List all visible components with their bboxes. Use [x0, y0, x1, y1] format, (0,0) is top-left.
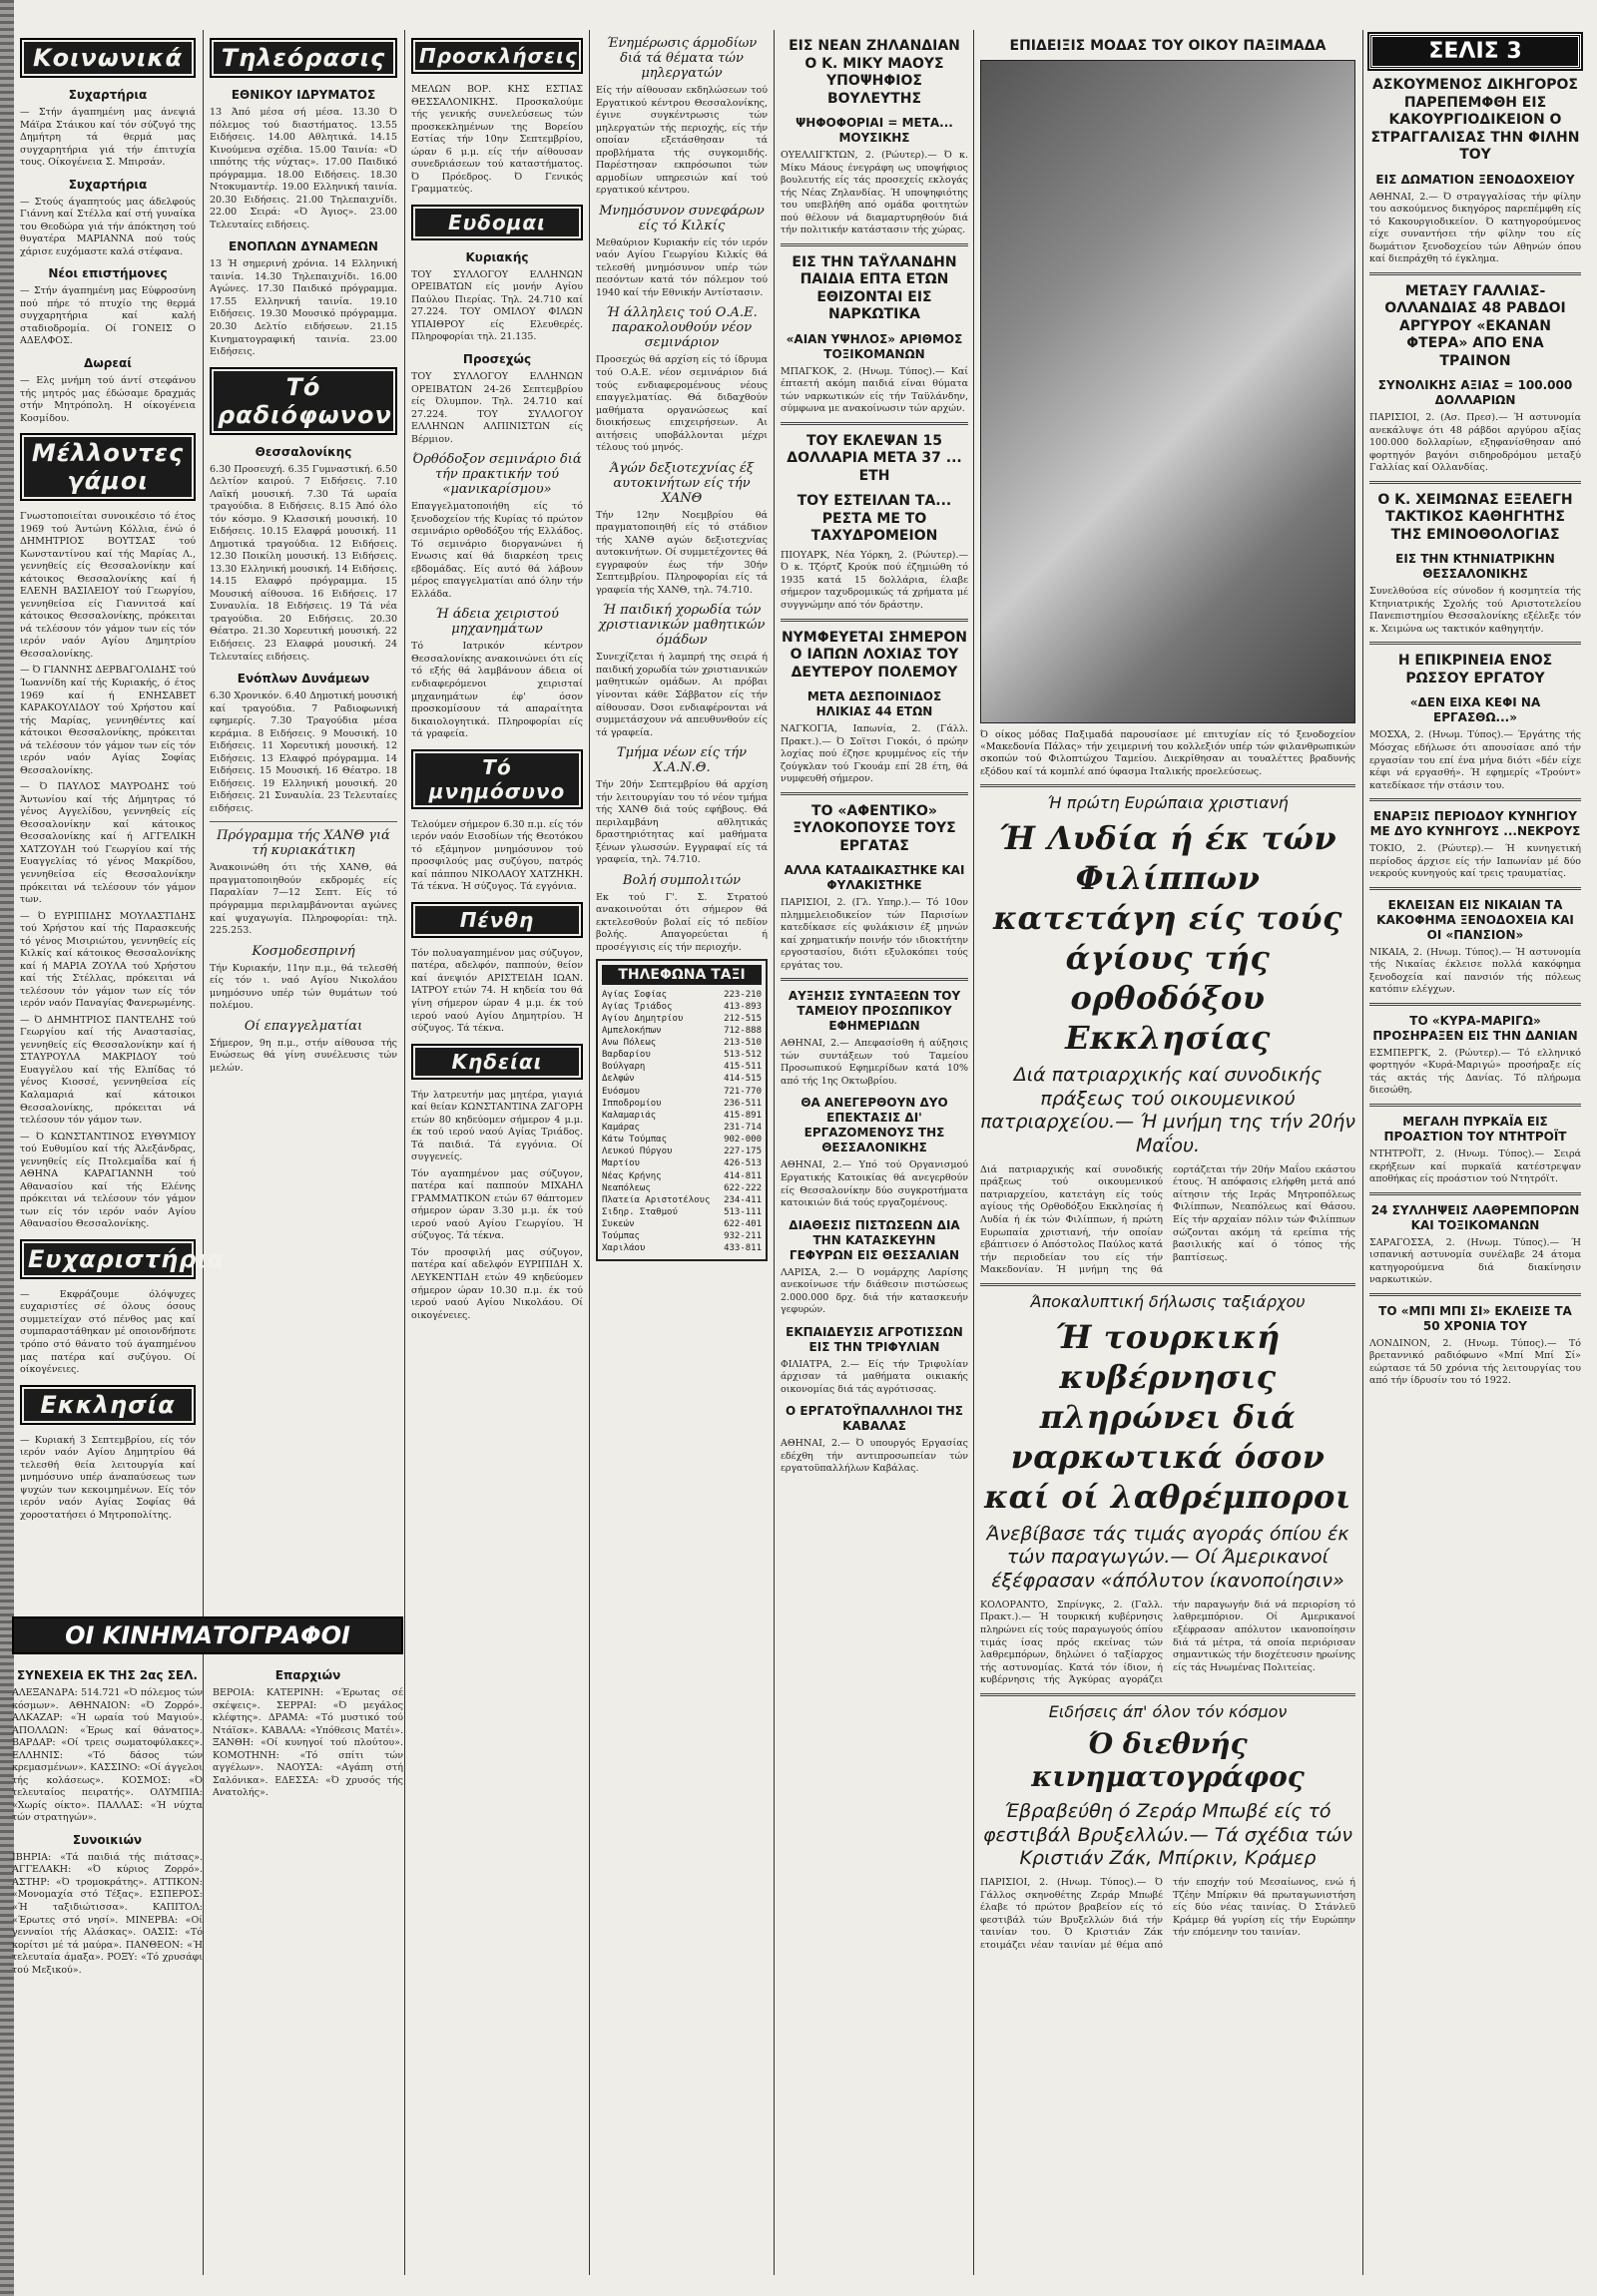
taxi-phone-row — [602, 1025, 762, 1037]
funeral-text: Τόν προσφιλή μας σύζυγον, πατέρα καί αδελφόν ΕΥΡΙΠΙΔΗ Χ. ΛΕΥΚΕΝΤΙΔΗ ετών 49 κηδεύομεν σήμερον ώραν 10.30 π.μ. έκ τού ιερού ναού Αγίου Νικολάου. Οί οικογένειες. — [411, 1246, 583, 1321]
taxi-phone-number: 426-513 — [724, 1158, 762, 1169]
taxi-phone-number: 414-811 — [724, 1170, 762, 1181]
invitations-banner: Προσκλήσεις — [411, 38, 583, 74]
wedding-notice: — Ό ΠΑΥΛΟΣ ΜΑΥΡΟΔΗΣ τού Άντωνίου καί τής Δήμητρας τό γένος Αγγελίδου, γεννηθείς είς Θεσσαλονίκην καί κάτοικος Θεσσαλονίκης καί ή ΑΓΓΕΛΙΚΗ ΧΑΤΖΟΥΔΗ τού Γεωργίου καί τής Ευαγγελίας τό γένος Μακρίδου, γεννηθείσα είς Θεσσαλονίκην πρόκειται νά τελέσουν τόν γάμον των. — [20, 781, 196, 906]
wire-text: ΦΙΛΙΑΤΡΑ, 2.— Είς τήν Τριφυλίαν άρχισαν τά μαθήματα οικιακής οικονομίας διά τάς αγρότισσας. — [781, 1358, 968, 1395]
seminar-text: Επαγγελματοποιήθη είς τό ξενοδοχείον τής Κυρίας τό πρώτον σεμινάριο ορθοδόξου τής Ελλάδος. Τό σεμινάριο διοργανώνει ή Ενωσις καί θά διαρκέση τρεις εβδομάδας. Είς αυτό θά λάβουν μέρος επαγγελματίαι από όλην τήν Ελλάδα. — [411, 501, 583, 600]
feature-column — [980, 30, 1355, 2265]
taxi-phone-number: 622-401 — [724, 1219, 762, 1230]
taxi-phone-row — [602, 1218, 762, 1230]
news-headline: Άγών δεξιοτεχνίας έξ αυτοκινήτων είς τήν ΧΑΝΘ — [609, 460, 755, 506]
taxi-phone-number: 223-210 — [724, 989, 762, 1000]
announcements-subhead: Προσεχώς — [462, 351, 532, 366]
news-headline: Βολή συμπολιτών — [622, 872, 742, 888]
separator — [781, 422, 968, 425]
taxi-stand-name: Μαρτίου — [602, 1158, 640, 1169]
separator — [1369, 1293, 1581, 1296]
taxi-phone-number: 227-175 — [724, 1147, 762, 1157]
world-headline: ΤΟ «ΜΠΙ ΜΠΙ ΣΙ» ΕΚΛΕΙΣΕ ΤΑ 50 ΧΡΟΝΙΑ ΤΟΥ — [1378, 1303, 1572, 1333]
news-text: Τήν 12ην Νοεμβρίου θά πραγματοποιηθή είς τό στάδιον τής ΧΑΝΘ αγών δεξιοτεχνίας αυτοκινήτων. Οί συμμετέχοντες θά εγγραφούν έως τήν 30ήν Σεπτεμβρίου. Πληροφορίαι είς τά γραφεία τής ΧΑΝΘ, τηλ. 74.710. — [596, 509, 768, 596]
separator — [1369, 642, 1581, 645]
taxi-stand-name: Ανω Πόλεως — [602, 1038, 657, 1049]
section-text: — Ελς μνήμη τού άντί στεφάνου τής μητρός μας έδώσαμε δραχμάς στήν Μητρόπολη. Η οίκογένεια Κοσμίδου. — [20, 374, 196, 424]
funeral-text: Τήν λατρευτήν μας μητέρα, γιαγιά καί θείαν ΚΩΝΣΤΑΝΤΙΝΑ ΖΑΓΟΡΗ ετών 80 κηδεύομεν σήμερον 4 μ.μ. έκ τού ιερού ναού Αγίας Τριάδος. Τά παιδιά. Τά εγγόνια. Οί συγγενείς. — [411, 1089, 583, 1163]
taxi-phone-row — [602, 1061, 762, 1073]
radio-banner: Τό ραδιόφωνον — [210, 367, 397, 435]
news-text: Συνεχίζεται ή λαμπρή της σειρά ή παιδική χορωδία τών χριστιανικών μαθητικών ομάδων. Αι πρόβαι γίνονται κάθε Σάββατον είς τήν αίθουσαν. Όσοι ενδιαφέρονται νά συμμετάσχουν νά απευθυνθούν είς τά γραφεία. — [596, 652, 768, 738]
world-headline: ΕΝΑΡΞΙΣ ΠΕΡΙΟΔΟΥ ΚΥΝΗΓΙΟΥ ΜΕ ΔΥΟ ΚΥΝΗΓΟΥΣ ...ΝΕΚΡΟΥΣ — [1369, 809, 1581, 839]
taxi-phone-row — [602, 1098, 762, 1110]
section-title: Δωρεαί — [84, 355, 132, 370]
taxi-phone-number: 415-891 — [724, 1110, 762, 1121]
taxi-stand-name: Καλαμαριάς — [602, 1110, 657, 1121]
news-headline: Ή άλληλεις τού Ο.Α.Ε. παρακολουθούν νέον σεμινάριον — [606, 305, 758, 351]
taxi-phone-row — [602, 1134, 762, 1146]
taxi-phone-number: 721-770 — [724, 1086, 762, 1097]
separator — [781, 619, 968, 622]
taxi-phone-number: 622-222 — [724, 1182, 762, 1193]
turkey-text: ΚΟΛΟΡΑΝΤΟ, Σπρίνγκς, 2. (Γαλλ. Πρακτ.).— Ή τουρκική κυβέρνησις πληρώνει είς τούς παραγωγούς όπίου τιμάς ίσας πρός εκείνας τών λαθρεμπόρων, δηλώνει ό ταξίαρχος τής αστυνομίας. Κατά τόν ίδιον, ή κυβέρνησις τής Άγκύρας αγοράζει τήν παραγωγήν διά νά περιορίση τό λαθρεμπόριον. Οί Αμερικανοί εξέφρασαν απόλυτον ικανοποίησιν διά τά μέτρα, τά οποία περιόρισαν σημαντικώς τήν διοχέτευσιν ηρωίνης είς τάς Ηνωμένας Πολιτείας. — [980, 1599, 1355, 1686]
taxi-phone-row — [602, 1170, 762, 1182]
world-text: ΛΟΝΔΙΝΟΝ, 2. (Ηνωμ. Τύπος).— Τό βρεταννικό ραδιόφωνο «Μπί Μπί Σί» εώρτασε τά 50 χρόνια τής λειτουργίας του από τήν ίδρυσίν του τό 1922. — [1369, 1337, 1581, 1387]
taxi-phone-number: 212-515 — [724, 1013, 762, 1024]
wire-text: ΟΥΕΛΛΙΓΚΤΩΝ, 2. (Ρώυτερ).— Ό κ. Μίκυ Μάους ένεγράφη ως υποψήφιος βουλευτής είς τάς προσεχείς εκλογάς τής Νέας Ζηλανδίας. Ή υποψηφιότης του υπεβλήθη από ομάδα φοιτητών πού θέλουν νά διαμαρτυρηθούν διά τήν πολιτικήν κατάστασιν τής χώρας. — [781, 150, 968, 236]
fashion-photo — [980, 60, 1355, 723]
wire-subhead: ΑΛΛΑ ΚΑΤΑΔΙΚΑΣΤΗΚΕ ΚΑΙ ΦΥΛΑΚΙΣΤΗΚΕ — [784, 863, 965, 893]
wire-headline: ΕΙΣ ΝΕΑΝ ΖΗΛΑΝΔΙΑΝ Ο Κ. ΜΙΚΥ ΜΑΟΥΣ ΥΠΟΨΗΦΙΟΣ ΒΟΥΛΕΥΤΗΣ — [789, 38, 960, 107]
taxi-phone-number: 213-510 — [724, 1038, 762, 1049]
mourning-text: Τόν πολυαγαπημένον μας σύζυγον, πατέρα, αδελφόν, παππούν, θείον καί άνεψιόν ΑΡΙΣΤΕΙΔΗ ΙΩΑΝ. ΙΑΤΡΟΥ ετών 74. Η κηδεία του θά γίνη σήμερον ώραν 4 μ.μ. έκ τού ιερού ναού Αγίου Δημητρίου. Ή σύζυγος. Τά τέκνα. — [411, 947, 583, 1035]
cinema-section — [12, 1616, 403, 1981]
turkey-deck: Άνεβίβασε τάς τιμάς αγοράς όπίου έκ τών παραγωγών.— Οί Άμερικανοί έξέφρασαν «άπόλυτον ίκανοποίησιν» — [986, 1522, 1349, 1593]
cinema-listing: ΒΕΡΟΙΑ: ΚΑΤΕΡΙΝΗ: «Έρωτας σέ σκέψεις». ΣΕΡΡΑΙ: «Ό μεγάλος κλέφτης». ΔΡΑΜΑ: «Τό μυστικό τού Ντάϊσκ». ΚΑΒΑΛΑ: «Υπόθεσις Ματέι». ΞΑΝΘΗ: «Οί κυνηγοί τού πλούτου». ΚΟΜΟΤΗΝΗ: «Τό σπίτι τών αγγέλων». ΝΑΟΥΣΑ: «Αγάπη στή Σαλόνικα». ΕΔΕΣΣΑ: «Ό χρυσός τής Ανατολής». — [213, 1687, 403, 1799]
social-banner: Κοινωνικά — [20, 38, 196, 78]
taxi-stand-name: Δελφών — [602, 1074, 635, 1085]
xanth-text: Άνακοινώθη ότι τής ΧΑΝΘ, θά πραγματοποιηθούν εκδρομές είς Παραλίαν 7—12 Σεπτ. Είς τό πρόγραμμα περιλαμβάνονται αγώνες καί ψυχαγωγία. Πληροφορίαι: τηλ. 225.253. — [210, 862, 397, 937]
taxi-stand-name: Αγίου Δημητρίου — [602, 1013, 684, 1024]
taxi-phone-number: 932-211 — [724, 1231, 762, 1242]
wire-text: ΜΠΑΓΚΟΚ, 2. (Ηνωμ. Τύπος).— Καί έπταετή ακόμη παιδιά είναι θύματα τών ναρκωτικών είς τήν Ταϋλάνδην, σύμφωνα με ανακοίνωσιν τών αρχών. — [781, 365, 968, 415]
news-text: Εκ τού Γ'. Σ. Στρατού ανακοινούται ότι σήμερον θά εκτελεσθούν βολαί είς τό πεδίον βολής. Απαγορεύεται ή προσέγγισις είς τήν περιοχήν. — [596, 891, 768, 953]
funeral-text: Τόν αγαπημένον μας σύζυγον, πατέρα καί παππούν ΜΙΧΑΗΛ ΓΡΑΜΜΑΤΙΚΟΝ ετών 67 θάπτομεν σήμερον ώραν 3.30 μ.μ. έκ τού ιερού ναού Αγίου Γεωργίου. Ή σύζυγος. Τά τέκνα. — [411, 1167, 583, 1242]
taxi-phone-number: 712-888 — [724, 1025, 762, 1036]
taxi-phone-row — [602, 1049, 762, 1061]
taxi-phone-row — [602, 1037, 762, 1049]
taxi-phone-number: 236-511 — [724, 1098, 762, 1109]
column-rule — [973, 30, 974, 2275]
wire-text: ΠΑΡΙΣΙΟΙ, 2. (Γλ. Υπηρ.).— Τό 10ον πλημμελειοδικείον τών Παρισίων κατεδίκασε είς φυλάκισιν έξ μηνών καί χρηματικήν ποινήν τόν ιδιοκτήτην εργοστασίου, διότι εξυλοκόπει τούς εργάτας του. — [781, 897, 968, 971]
section-title: Συχαρτήρια — [68, 88, 148, 102]
taxi-phones-box — [596, 959, 768, 1261]
taxi-phone-row — [602, 1073, 762, 1085]
taxi-phone-row — [602, 1001, 762, 1013]
separator — [1369, 272, 1581, 275]
taxi-stand-name: Αγίας Σοφίας — [602, 989, 668, 1000]
radio-schedule: 6.30 Προσευχή. 6.35 Γυμναστική. 6.50 Δελτίον καιρού. 7 Ειδήσεις. 7.10 Λαϊκή μουσική. 7.30 Τά ωραία τραγούδια. 8 Ειδήσεις. 8.15 Άπό όλο τόν κόσμο. 9 Κλασσική μουσική. 10 Ειδήσεις. 10.15 Ελαφρά μουσική. 11 Δημοτικά τραγούδια. 12 Ειδήσεις. 12.30 Ποικίλη μουσική. 13 Ειδήσεις. 13.30 Ελληνική μουσική. 14 Ειδήσεις. 14.15 Ελαφρό πρόγραμμα. 15 Μουσική αίθουσα. 16 Ειδήσεις. 17 Συναυλία. 18 Ειδήσεις. 19 Τά νέα τραγούδια. 20 Ειδήσεις. 20.30 Θέατρο. 21.30 Χορευτική μουσική. 22 Ειδήσεις. 23 Ελαφρά μουσική. 24 Τελευταίες ειδήσεις. — [210, 463, 397, 663]
column-rule — [1362, 30, 1363, 2275]
separator — [980, 1693, 1355, 1696]
taxi-stand-name: Τούμπας — [602, 1231, 640, 1242]
taxi-phone-row — [602, 1194, 762, 1206]
world-subhead: ΕΙΣ ΔΩΜΑΤΙΟΝ ΞΕΝΟΔΟΧΕΙΟΥ — [1375, 172, 1575, 187]
world-text: ΝΙΚΑΙΑ, 2. (Ηνωμ. Τύπος).— Ή αστυνομία τής Νικαίας έκλεισε πολλά κακόφημα ξενοδοχεία καί πανσιόν τής πόλεως κατόπιν ελέγχων. — [1369, 946, 1581, 996]
cinema-banner: ΟΙ ΚΙΝΗΜΑΤΟΓΡΑΦΟΙ — [12, 1616, 403, 1654]
wire-headline: Ο ΕΡΓΑΤΟΫΠΑΛΛΗΛΟΙ ΤΗΣ ΚΑΒΑΛΑΣ — [786, 1404, 963, 1434]
taxi-stand-name: Αμπελοκήπων — [602, 1025, 662, 1036]
separator — [1369, 481, 1581, 484]
world-text: ΣΑΡΑΓΟΣΣΑ, 2. (Ηνωμ. Τύπος).— Ή ισπανική αστυνομία συνέλαβε 24 άτομα κατηγορούμενα διά διακίνησιν ναρκωτικών. — [1369, 1236, 1581, 1286]
wedding-notice: — Ό ΚΩΝΣΤΑΝΤΙΝΟΣ ΕΥΘΥΜΙΟΥ τού Ευθυμίου καί τής Άλεξάνδρας, γεννηθείς είς Πτολεμαΐδα καί ή ΑΘΗΝΑ ΚΑΡΑΓΙΑΝΝΗ τού Αθανασίου καί τής Ελένης πρόκειται νά τελέσουν τόν γάμον των είς τόν ιερόν ναόν Αγίου Αθανασίου Θεσσαλονίκης. — [20, 1131, 196, 1230]
cinema-subhead: ΣΥΝΕΧΕΙΑ ΕΚ ΤΗΣ 2ας ΣΕΛ. — [17, 1668, 198, 1682]
taxi-stand-name: Βούλγαρη — [602, 1062, 646, 1073]
tv-schedule: 13 Ή σημερινή χρόνια. 14 Ελληνική ταινία. 14.30 Τηλεπαιχνίδι. 16.00 Αγώνες. 17.30 Παιδικό πρόγραμμα. 17.55 Ελληνική ταινία. 19.10 Ειδήσεις. 19.30 Μουσικό πρόγραμμα. 20.30 Δελτίο ειδήσεων. 21.15 Κινηματογραφική ταινία. 23.00 Ειδήσεις. — [210, 258, 397, 358]
separator — [1369, 887, 1581, 890]
section-text: — Στούς άγαπητούς μας άδελφούς Γιάννη καί Στέλλα καί στή γυναίκα του Θεοδώρα γιά τήν άπόκτηση τού θυγατέρα ΜΑΡΙΑΝΝΑ πού τούς χάρισε ευχόμαστε καλά στέφανα. — [20, 196, 196, 257]
cinema-listing: ΙΒΗΡΙΑ: «Τά παιδιά τής πιάτσας». ΑΓΓΕΛΑΚΗ: «Ό κύριος Ζορρό». ΑΣΤΗΡ: «Ό τρομοκράτης». ΑΤΤΙΚΟΝ: «Μονομαχία στό Τέξας». ΕΣΠΕΡΟΣ: «Ή ταξιδιώτισσα». ΚΑΠΙΤΟΛ: «Έρωτες στό νησί». ΜΙΝΕΡΒΑ: «Οί γενναίοι τής Αλάσκας». ΟΑΣΙΣ: «Τό κορίτσι μέ τά μαύρα». ΠΑΝΘΕΟΝ: «Ή τελευταία άμαξα». ΡΟΞΥ: «Τό χρυσάφι τού Μεξικού». — [12, 1851, 203, 1976]
cinema-provinces — [213, 1660, 403, 1981]
world-headline: Ο Κ. ΧΕΙΜΩΝΑΣ ΕΞΕΛΕΓΗ ΤΑΚΤΙΚΟΣ ΚΑΘΗΓΗΤΗΣ ΤΗΣ ΕΜΙΝΟΘΟΛΟΓΙΑΣ — [1377, 491, 1573, 543]
festival-headline: Ό διεθνής κινηματογράφος — [1031, 1726, 1305, 1794]
memorial-text: Τελούμεν σήμερον 6.30 π.μ. είς τόν ιερόν ναόν Εισοδίων τής Θεοτόκου τό εξάμηνον μνημόσυνον τού προσφιλούς μας συζύγου, πατρός καί πάππου ΝΙΚΟΛΑΟΥ ΧΑΤΖΗΚΗ. Τά τέκνα. Ή σύζυγος. Τά εγγόνια. — [411, 818, 583, 893]
world-headline: ΑΣΚΟΥΜΕΝΟΣ ΔΙΚΗΓΟΡΟΣ ΠΑΡΕΠΕΜΦΘΗ ΕΙΣ ΚΑΚΟΥΡΓΙΟΔΙΚΕΙΟΝ Ο ΣΤΡΑΓΓΑΛΙΣΑΣ ΤΗΝ ΦΙΛΗΝ ΤΟΥ — [1370, 77, 1580, 163]
tv-banner: Τηλεόρασις — [210, 38, 397, 78]
taxi-phones-title: ΤΗΛΕΦΩΝΑ ΤΑΞΙ — [602, 965, 762, 985]
taxi-stand-name: Αγίας Τριάδος — [602, 1001, 673, 1012]
cinema-grid — [12, 1660, 403, 1981]
turkey-headline: Ή τουρκική κυβέρνησις πληρώνει διά ναρκωτικά όσον καί οί λαθρέμποροι — [984, 1317, 1351, 1516]
world-headline: ΜΕΓΑΛΗ ΠΥΡΚΑΪΑ ΕΙΣ ΠΡΟΑΣΤΙΟΝ ΤΟΥ ΝΤΗΤΡΟΪΤ — [1383, 1114, 1567, 1144]
radio-schedule: 6.30 Χρονικόν. 6.40 Δημοτική μουσική καί τραγούδια. 7 Ραδιοφωνική εφημερίς. 7.30 Τραγούδια μέσα κεράμια. 8 Ειδήσεις. 9 Μουσική. 10 Ειδήσεις. 11 Χορευτική μουσική. 12 Ειδήσεις. 13 Ελαφρό πρόγραμμα. 14 Ειδήσεις. 15 Μουσική. 16 Θέατρο. 18 Ειδήσεις. 19 Ελληνική μουσική. 20 Ειδήσεις. 21 Συναυλία. 23 Τελευταίες ειδήσεις. — [210, 690, 397, 814]
world-headline: 24 ΣΥΛΛΗΨΕΙΣ ΛΑΘΡΕΜΠΟΡΩΝ ΚΑΙ ΤΟΞΙΚΟΜΑΝΩΝ — [1370, 1202, 1580, 1232]
separator — [1369, 1192, 1581, 1195]
kosmos-headline: Κοσμοδεσπρινή — [252, 943, 355, 959]
wire-subhead: «ΑΙΑΝ ΥΨΗΛΟΣ» ΑΡΙΘΜΟΣ ΤΟΞΙΚΟΜΑΝΩΝ — [786, 331, 963, 361]
taxi-phone-row — [602, 1242, 762, 1254]
wire-headline: ΤΟ «ΑΦΕΝΤΙΚΟ» ΞΥΛΟΚΟΠΟΥΣΕ ΤΟΥΣ ΕΡΓΑΤΑΣ — [793, 802, 956, 854]
invitations-text: ΜΕΛΩΝ ΒΟΡ. ΚΗΣ ΕΣΤΙΑΣ ΘΕΣΣΑΛΟΝΙΚΗΣ. Προσκαλούμε τής γενικής συνελεύσεως τών προσκεκλημένων της Βορείου Εστίας τήν 10ην Σεπτεμβρίου, ώραν 6 μ.μ. είς τήν αίθουσαν συνεδριάσεων τού καταστήματος. Ό Πρόεδρος. Ό Γενικός Γραμματεύς. — [411, 84, 583, 196]
world-text: ΜΟΣΧΑ, 2. (Ηνωμ. Τύπος).— Έργάτης τής Μόσχας εδήλωσε ότι απουσίασε από τήν εργασίαν του επί ένα μήνα διότι «δέν είχε κέφι νά εργασθή». Ή εφημερίς «Τρούντ» κατεδίκασε τήν στάσιν του. — [1369, 729, 1581, 791]
fashion-photo-area — [980, 60, 1355, 723]
taxi-phone-number: 413-893 — [724, 1001, 762, 1012]
wire-headline: ΔΙΑΘΕΣΙΣ ΠΙΣΤΩΣΕΩΝ ΔΙΑ ΤΗΝ ΚΑΤΑΣΚΕΥΗΝ ΓΕΦΥΡΩΝ ΕΙΣ ΘΕΣΣΑΛΙΑΝ — [789, 1217, 960, 1262]
taxi-stand-name: Σιδηρ. Σταθμού — [602, 1207, 678, 1218]
seminar-headline: Όρθόδοξον σεμινάριο διά τήν πρακτικήν τού «μανικαρίσμου» — [412, 452, 582, 498]
xanth-headline: Πρόγραμμα τής ΧΑΝΘ γιά τή κυριακάτικη — [217, 828, 390, 859]
foreign-news-column — [1369, 30, 1581, 2265]
cinema-first-run — [12, 1660, 203, 1981]
wire-text: ΑΘΗΝΑΙ, 2.— Ό υπουργός Εργασίας εδέχθη τήν αντιπροσωπείαν τών εργατοϋπαλλήλων Καβάλας. — [781, 1438, 968, 1475]
wire-headline: ΤΟΥ ΕΚΛΕΨΑΝ 15 ΔΟΛΛΑΡΙΑ ΜΕΤΑ 37 ... ΕΤΗ — [787, 432, 962, 484]
lydia-text: Διά πατριαρχικής καί συνοδικής πράξεως τού οικουμενικού πατριαρχείου, κατετάγη είς τούς αγίους τής Ορθοδόξου Εκκλησίας ή Λυδία ή έκ τών Φιλίππων, ή πρώτη Ευρωπαία χριστιανή, τήν οποίαν εβάπτισεν ό Απόστολος Παύλος κατά τήν περιοδείαν του είς τήν Μακεδονίαν. Ή μνήμη της θά εορτάζεται τήν 20ήν Μαΐου εκάστου έτους. Ή απόφασις ελήφθη μετά από αίτησιν τής Ιεράς Μητροπόλεως Φιλίππων, Νεαπόλεως καί Θάσου. Είς τήν αρχαίαν πόλιν τών Φιλίππων σώζονται ακόμη τά ερείπια τής βασιλικής καί ό τόπος τής βαπτίσεως. — [980, 1163, 1355, 1276]
taxi-stand-name: Ευόσμου — [602, 1086, 640, 1097]
taxi-phone-row — [602, 1110, 762, 1122]
professionals-headline: Οί επαγγελματίαι — [244, 1018, 363, 1034]
taxi-stand-name: Νεαπόλεως — [602, 1182, 651, 1193]
column-rule — [404, 30, 405, 2275]
world-text: ΝΤΗΤΡΟΪΤ, 2. (Ηνωμ. Τύπος).— Σειρά εκρήξεων καί πυρκαϊά κατέστρεψαν αποθήκας είς προάστιον τού Ντητρόϊτ. — [1369, 1148, 1581, 1185]
wire-text: ΑΘΗΝΑΙ, 2.— Απεφασίσθη ή αύξησις τών συντάξεων τού Ταμείου Προσωπικού Εφημερίδων κατά 10% από τής 1ης Οκτωβρίου. — [781, 1038, 968, 1087]
church-banner: Εκκλησία — [20, 1385, 196, 1425]
taxi-phone-row — [602, 1230, 762, 1242]
world-text: Συνελθούσα είς σύνοδον ή κοσμητεία τής Κτηνιατρικής Σχολής τού Αριστοτελείου Πανεπιστημίου Θεσσαλονίκης εξέλεξε τόν κ. Χειμώνα ως τακτικόν καθηγητήν. — [1369, 586, 1581, 635]
cinema-subhead: Επαρχιών — [274, 1668, 341, 1682]
wedding-notice: — Ό ΔΗΜΗΤΡΙΟΣ ΠΑΝΤΕΛΗΣ τού Γεωργίου καί τής Αναστασίας, γεννηθείς είς Θεσσαλονίκην καί ή ΣΤΑΥΡΟΥΛΑ ΜΑΚΡΙΔΟΥ τού Ευαγγέλου καί τής Ελπίδας τό γένος Κιοσσέ, γεννηθείσα είς Καλαμαριά καί κάτοικοι Θεσσαλονίκης, πρόκειται νά τελέσουν τόν γάμον των. — [20, 1014, 196, 1127]
professionals-text: Σήμερον, 9η π.μ., στήν αίθουσα τής Ενώσεως θά γίνη συνέλευσις τών μελών. — [210, 1037, 397, 1074]
column-rule — [774, 30, 775, 2275]
page-masthead: ΣΕΛΙΣ 3 — [1369, 34, 1581, 69]
lydia-deck: Διά πατριαρχικής καί συνοδικής πράξεως τού οικουμενικού πατριαρχείου.— Ή μνήμη της τήν 20ήν Μαΐου. — [980, 1063, 1355, 1157]
taxi-phone-row — [602, 1086, 762, 1098]
kosmos-text: Τήν Κυριακήν, 11ην π.μ., θά τελεσθή είς τόν ι. ναό Αγίου Νικολάου μνημόσυνο υπέρ τών θυμάτων τού πολέμου. — [210, 962, 397, 1012]
separator — [980, 1283, 1355, 1286]
lydia-kicker: Ή πρώτη Ευρώπαια χριστιανή — [1047, 792, 1289, 812]
taxi-phone-number: 513-512 — [724, 1050, 762, 1061]
taxi-stand-name: Χαριλάου — [602, 1243, 646, 1254]
wire-subhead: ΨΗΦΟΦΟΡΙΑΙ = ΜΕΤΑ... ΜΟΥΣΙΚΗΣ — [796, 116, 953, 145]
taxi-stand-name: Καμάρας — [602, 1123, 640, 1134]
wire-headline: ΕΚΠΑΙΔΕΥΣΙΣ ΑΓΡΟΤΙΣΣΩΝ ΕΙΣ ΤΗΝ ΤΡΙΦΥΛΙΑΝ — [786, 1324, 963, 1354]
wire-text: ΛΑΡΙΣΑ, 2.— Ό νομάρχης Λαρίσης ανεκοίνωσε τήν διάθεσιν πιστώσεως 2.000.000 δρχ. διά τήν κατασκευήν γεφυρών. — [781, 1266, 968, 1316]
thanks-banner: Ευχαριστήρια — [20, 1239, 196, 1279]
permit-headline: Ή άδεια χειριστού μηχανημάτων — [435, 607, 559, 638]
fashion-caption: Ό οίκος μόδας Παξιμαδά παρουσίασε μέ επιτυχίαν είς τό ξενοδοχείον «Μακεδονία Πάλας» τήν χειμερινή του κολλεξιόν υπέρ τών φιλανθρωπικών σκοπών τού Φιλοπτώχου Ταμείου. Διεκρίθησαν αι τουαλέττες βραδυνής εξόδου καί τά κομπλέ από ύφασμα Ιταλικής προελεύσεως. — [980, 728, 1355, 777]
world-headline: ΕΚΛΕΙΣΑΝ ΕΙΣ ΝΙΚΑΙΑΝ ΤΑ ΚΑΚΟΦΗΜΑ ΞΕΝΟΔΟΧΕΙΑ ΚΑΙ ΟΙ «ΠΑΝΣΙΟΝ» — [1376, 897, 1574, 942]
wire-headline: ΝΥΜΦΕΥΕΤΑΙ ΣΗΜΕΡΟΝ Ο ΙΑΠΩΝ ΛΟΧΙΑΣ ΤΟΥ ΔΕΥΤΕΡΟΥ ΠΟΛΕΜΟΥ — [781, 629, 968, 681]
announcements-banner: Ευδομαι — [411, 205, 583, 240]
taxi-phone-number: 433-811 — [724, 1243, 762, 1254]
wire-subhead: ΜΕΤΑ ΔΕΣΠΟΙΝΙΔΟΣ ΗΛΙΚΙΑΣ 44 ΕΤΩΝ — [806, 689, 942, 718]
taxi-stand-name: Κάτω Τούμπας — [602, 1135, 668, 1146]
notices-column — [411, 30, 583, 2265]
wire-headline: ΤΟΥ ΕΣΤΕΙΛΑΝ ΤΑ... ΡΕΣΤΑ ΜΕ ΤΟ ΤΑΧΥΔΡΟΜΕΙΟΝ — [797, 493, 952, 545]
news-headline: Μνημόσυνον συνεφάρων είς τό Κιλκίς — [599, 203, 765, 233]
world-subhead: ΕΙΣ ΤΗΝ ΚΤΗΝΙΑΤΡΙΚΗΝ ΘΕΣΣΑΛΟΝΙΚΗΣ — [1395, 552, 1555, 582]
wire-text: ΑΘΗΝΑΙ, 2.— Υπό τού Οργανισμού Εργατικής Κατοικίας θά ανεγερθούν είς Θεσσαλονίκην δύο συγκροτήματα κατοικιών διά τούς εργαζομένους. — [781, 1159, 968, 1209]
section-text: — Στήν άγαπημένη μας Εύφροσύνη πού πήρε τό πτυχίο της θερμά συγχαρητήρια καί καλή σταδιοδρομία. Οί ΓΟΝΕΙΣ Ο ΑΔΕΛΦΟΣ. — [20, 285, 196, 347]
column-rule — [589, 30, 590, 2275]
mourning-banner: Πένθη — [411, 902, 583, 938]
section-title: Συχαρτήρια — [68, 177, 148, 192]
thanks-text: — Εκφράζουμε όλόψυχες ευχαριστίες σέ όλους όσους συμμετείχαν στό πένθος μας καί συμπαραστάθηκαν μέ οποιονδήποτε τρόπο στό θάνατο τού άγαπημένου μας πατέρα καί συζύγου. Οί οίκογένειες. — [20, 1288, 196, 1376]
radio-subhead: Θεσσαλονίκης — [255, 444, 352, 459]
section-text: — Στήν άγαπημένη μας άνεψιά Μάϊρα Στάικου καί τόν σύζυγό της Δημήτρη τά θερμά μας συγχαρητήρια γιά τήν έπιτυχία τους. Οίκογένεια Σ. Μπιρσάν. — [20, 107, 196, 169]
taxi-phone-number: 415-511 — [724, 1062, 762, 1073]
wedding-notice: — Ό ΕΥΡΙΠΙΔΗΣ ΜΟΥΛΑΣΤΙΔΗΣ τού Χρήστου καί τής Παρασκευής τό γένος Μισιριώτου, γεννηθείς είς Κιλκίς καί κάτοικος Θεσσαλονίκης καί ή ΜΑΡΙΑ ΖΟΥΛΑ τού Χρήστου καί τής Στέλλας, πρόκειται νά τελέσουν τόν γάμον των είς τόν ιερόν ναόν Παναγίας Φανερωμένης. — [20, 910, 196, 1010]
fashion-photo-title: ΕΠΙΔΕΙΞΙΣ ΜΟΔΑΣ ΤΟΥ ΟΙΚΟΥ ΠΑΞΙΜΑΔΑ — [1009, 38, 1327, 54]
news-text: Μεθαύριον Κυριακήν είς τόν ιερόν ναόν Αγίου Γεωργίου Κιλκίς θά τελεσθή μνημόσυνον υπέρ τών πεσόντων κατά τόν πόλεμον τού 1940 καί τήν Εθνικήν Αντίστασιν. — [596, 236, 768, 298]
separator — [781, 243, 968, 246]
taxi-stand-name: Ιπποδρομίου — [602, 1098, 662, 1109]
taxi-stand-name: Συκεών — [602, 1219, 635, 1230]
festival-text: ΠΑΡΙΣΙΟΙ, 2. (Ηνωμ. Τύπος).— Ό Γάλλος σκηνοθέτης Ζεράρ Μπωβέ έλαβε τό πρώτον βραβείον είς τό φεστιβάλ τών Βρυξελλών διά τήν ταινίαν του. Ό Κριστιάν Ζάκ ετοιμάζει νέαν ταινίαν μέ θέμα από τήν εποχήν τού Μεσαίωνος, ενώ ή Τζέην Μπίρκιν θά πρωταγωνιστήση είς δύο νέας ταινίας. Ό Στάνλεϋ Κράμερ θά γυρίση είς τήν Ευρώπην τήν επόμενην του ταινίαν. — [980, 1877, 1355, 1951]
news-text: Τήν 20ήν Σεπτεμβρίου θά αρχίση τήν λειτουργίαν του τό νέον τμήμα τής ΧΑΝΘ διά τούς εφήβους. Θά περιλαμβάνη αθλητικάς δραστηριότητας καί μαθήματα ξένων γλωσσών. Εγγραφαί είς τά γραφεία, τηλ. 74.710. — [596, 779, 768, 866]
separator — [1369, 1003, 1581, 1006]
world-text: ΑΘΗΝΑΙ, 2.— Ό στραγγαλίσας τήν φίλην του ασκούμενος δικηγόρος παρεπέμφθη είς τό Κακουργιοδικείον. Ό κατηγορούμενος είχε συναντήσει τήν φίλην του είς δωμάτιον ξενοδοχείου τών Αθηνών όπου καί διεπράχθη τό έγκλημα. — [1369, 191, 1581, 265]
taxi-phone-row — [602, 1146, 762, 1157]
news-headline: Ή παιδική χορωδία τών χριστιανικών μαθητικών όμάδων — [598, 603, 766, 649]
cinema-subhead: Συνοικιών — [72, 1832, 143, 1847]
weddings-banner: Μέλλοντες γάμοι — [20, 433, 196, 501]
taxi-stand-name: Βαρδαρίου — [602, 1050, 651, 1061]
news-headline: Τμήμα νέων είς τήν Χ.Α.Ν.Θ. — [616, 745, 748, 776]
news-headline: Ένημέρωσις άρμοδίων διά τά θέματα τών μηλεργατών — [606, 36, 758, 81]
taxi-phone-row — [602, 1206, 762, 1218]
world-text: ΕΣΜΠΕΡΓΚ, 2. (Ρώυτερ).— Τό ελληνικό φορτηγόν «Κυρά-Μαριγώ» προσήραξε είς τάς ακτάς τής Δανίας. Τό πλήρωμα διεσώθη. — [1369, 1047, 1581, 1097]
taxi-stand-name: Νέας Κρήνης — [602, 1170, 662, 1181]
announcements-subhead: Κυριακής — [465, 249, 529, 264]
social-column — [20, 30, 226, 1607]
taxi-phone-row — [602, 1182, 762, 1194]
taxi-phone-row — [602, 1122, 762, 1134]
separator — [980, 784, 1355, 787]
turkey-kicker: Άποκαλυπτική δήλωσις ταξιάρχου — [1030, 1291, 1306, 1311]
memorial-banner: Τό μνημόσυνο — [411, 749, 583, 809]
world-text: ΠΑΡΙΣΙΟΙ, 2. (Ασ. Πρεσ).— Ή αστυνομία ανεκάλυψε ότι 48 ράβδοι αργύρου αξίας 100.000 δολλαρίων, εξηφανίσθησαν από φορτηγόν βαγόνι σιδηροδρόμου μεταξύ Γαλλίας καί Ολλανδίας. — [1369, 412, 1581, 474]
festival-kicker: Ειδήσεις άπ' όλον τόν κόσμον — [1048, 1701, 1288, 1721]
taxi-phones-list — [602, 989, 762, 1255]
news-text: Προσεχώς θά αρχίση είς τό ίδρυμα τού Ο.Α.Ε. νέον σεμινάριον διά τούς ενδιαφερομένους νέους επαγγελματίας. Θά διδαχθούν μαθήματα οργανώσεως καί διοικήσεως επιχειρήσεων. Αι αιτήσεις υποβάλλονται μέχρι τέλους τού μηνός. — [596, 354, 768, 454]
wire-text: ΠΙΟΥΑΡΚ, Νέα Υόρκη, 2. (Ρώυτερ).— Ό κ. Τζόρτζ Κρούκ πού έζημιώθη τό 1935 κατά 15 δολλάρια, έλαβε σήμερον ταχυδρομικώς τά χρήματα μέ συγγνώμην από τόν δράστην. — [781, 549, 968, 611]
wire-column — [781, 30, 968, 2265]
lydia-headline: Ή Λυδία ή έκ τών Φιλίππων κατετάγη είς τούς άγίους τής ορθοδόξου Εκκλησίας — [993, 818, 1342, 1057]
separator — [1369, 798, 1581, 801]
permit-text: Τό Ιατρικόν κέντρον Θεσσαλονίκης ανακοινώνει ότι είς τό εξής θά λαμβάνουν άδεια οί ενδιαφερόμενοι χειρισταί μηχανημάτων έφ' όσον προσκομίσουν τά απαραίτητα δικαιολογητικά. Πληροφορίαι είς τά γραφεία. — [411, 641, 583, 740]
taxi-phone-row — [602, 989, 762, 1001]
announcements-text: ΤΟΥ ΣΥΛΛΟΓΟΥ ΕΛΛΗΝΩΝ ΟΡΕΙΒΑΤΩΝ 24-26 Σεπτεμβρίου είς Όλυμπον. Τηλ. 24.710 καί 27.224. ΤΟΥ ΣΥΛΛΟΓΟΥ ΕΛΛΗΝΩΝ ΑΛΠΙΝΙΣΤΩΝ είς Βέρμιον. — [411, 370, 583, 445]
festival-deck: Έβραβεύθη ό Ζεράρ Μπωβέ είς τό φεστιβάλ Βρυξελλών.— Τά σχέδια τών Κριστιάν Ζάκ, Μπίρκιν, Κράμερ — [983, 1799, 1352, 1870]
taxi-stand-name: Πλατεία Αριστοτέλους — [602, 1194, 711, 1205]
tv-subhead: ΕΘΝΙΚΟΥ ΙΔΡΥΜΑΤΟΣ — [231, 88, 376, 102]
church-text: — Κυριακή 3 Σεπτεμβρίου, είς τόν ιερόν ναόν Αγίου Δημητρίου θά τελεσθή θεία λειτουργία καί μνημόσυνο υπέρ άναπαύσεως των ψυχών των κεκοιμημένων. Είς τόν ιερόν ναόν Αγίας Σοφίας θά χοροστατήσει ό Μητροπολίτης. — [20, 1434, 196, 1521]
wire-headline: ΑΥΞΗΣΙΣ ΣΥΝΤΑΞΕΩΝ ΤΟΥ ΤΑΜΕΙΟΥ ΠΡΟΣΩΠΙΚΟΥ ΕΦΗΜΕΡΙΔΩΝ — [788, 989, 961, 1034]
world-text: ΤΟΚΙΟ, 2. (Ρώυτερ).— Ή κυνηγετική περίοδος άρχισε είς τήν Ιαπωνίαν μέ δύο νεκρούς κυνηγούς καί τρεις τραυματίας. — [1369, 843, 1581, 880]
taxi-stand-name: Λευκού Πύργου — [602, 1147, 673, 1157]
broadcast-column — [210, 30, 397, 1607]
separator — [1369, 1104, 1581, 1107]
world-headline: ΤΟ «ΚΥΡΑ-ΜΑΡΙΓΩ» ΠΡΟΣΗΡΑΞΕΝ ΕΙΣ ΤΗΝ ΔΑΝΙΑΝ — [1372, 1013, 1578, 1043]
wire-headline: ΘΑ ΑΝΕΓΕΡΘΟΥΝ ΔΥΟ ΕΠΕΚΤΑΣΙΣ ΔΙ' ΕΡΓΑΖΟΜΕΝΟΥΣ ΤΗΣ ΘΕΣΣΑΛΟΝΙΚΗΣ — [800, 1096, 948, 1155]
taxi-phone-number: 231-714 — [724, 1123, 762, 1134]
taxi-phone-number: 902-000 — [724, 1135, 762, 1146]
tv-subhead: ΕΝΟΠΛΩΝ ΔΥΝΑΜΕΩΝ — [229, 239, 378, 254]
local-news-column — [596, 30, 768, 2265]
news-text: Είς τήν αίθουσαν εκδηλώσεων τού Εργατικού κέντρου Θεσσαλονίκης, έγινε συγκέντρωσις τών μηλεργατών τής περιοχής, είς τήν οποίαν εξετάσθησαν τά προβλήματα τής συγκομιδής. Παρέστησαν εκπρόσωποι τών αρμοδίων υπηρεσιών καί τού εργατικού κέντρου. — [596, 85, 768, 197]
cinema-listing: ΑΛΕΞΑΝΔΡΑ: 514.721 «Ό πόλεμος τών κόσμων». ΑΘΗΝΑΙΟΝ: «Ό Ζορρό». ΑΛΚΑΖΑΡ: «Ή ωραία τού Μαγιού». ΑΠΟΛΛΩΝ: «Έρως καί θάνατος». ΒΑΡΔΑΡ: «Οί τρεις σωματοφύλακες». ΕΛΛΗΝΙΣ: «Τό δάσος τών κρεμασμένων». ΚΑΣΣΙΝΟ: «Οί άγγελοι τής κολάσεως». ΚΟΣΜΟΣ: «Ό τελευταίος πειρατής». ΟΛΥΜΠΙΑ: «Χωρίς οίκτο». ΠΑΛΛΑΣ: «Ή νύχτα τών στρατηγών». — [12, 1687, 203, 1824]
taxi-phone-number: 234-411 — [724, 1194, 762, 1205]
wire-text: ΝΑΓΚΟΓΙΑ, Ιαπωνία, 2. (Γάλλ. Πρακτ.).— Ό Σοϊτσι Γιοκόι, ό πρώην λοχίας πού έζησε κρυμμένος είς τήν ζούγκλαν τού Γκουάμ επί 28 έτη, θά νυμφευθή σήμερον. — [781, 723, 968, 785]
tv-schedule: 13 Άπό μέσα σή μέσα. 13.30 Ό πόλεμος τού διαστήματος. 13.55 Ειδήσεις. 14.00 Αθλητικά. 14.15 Κινούμενα σχέδια. 15.00 Ταινία: «Ό ιππότης τής νύχτας». 17.00 Παιδικό πρόγραμμα. 18.00 Ειδήσεις. 18.30 Ντοκυμαντέρ. 19.00 Ελληνική ταινία. 20.30 Ειδήσεις. 21.00 Τηλεπαιχνίδι. 22.00 Σειρά: «Ό Άγιος». 23.00 Τελευταίες ειδήσεις. — [210, 107, 397, 230]
world-headline: ΜΕΤΑΞΥ ΓΑΛΛΙΑΣ-ΟΛΛΑΝΔΙΑΣ 48 ΡΑΒΔΟΙ ΑΡΓΥΡΟΥ «ΕΚΑΝΑΝ ΦΤΕΡΑ» ΑΠΟ ΕΝΑ ΤΡΑΙΝΟΝ — [1384, 282, 1566, 369]
wedding-notice: — Ό ΓΙΑΝΝΗΣ ΔΕΡΒΑΓΟΛΙΔΗΣ τού Ίωαννίδη καί τής Κυριακής, ό έτος 1969 καί ή ΕΝΗΣΑΒΕΤ ΚΑΡΑΚΟΥΛΙΔΟΥ τού Χρήστου καί τής Μαρίας, γεννηθέντες καί κάτοικοι Θεσσαλονίκης, πρόκειται νά τελέσουν τόν γάμον των είς τόν ιερόν ναόν Αγίας Σοφίας Θεσσαλονίκης. — [20, 665, 196, 776]
world-subhead: «ΔΕΝ ΕΙΧΑ ΚΕΦΙ ΝΑ ΕΡΓΑΣΘΩ...» — [1409, 695, 1541, 725]
taxi-phone-row — [602, 1157, 762, 1169]
taxi-phone-row — [602, 1013, 762, 1025]
wedding-notice: Γνωστοποιείται συνοικέσιο τό έτος 1969 τού Άντώνη Κόλλια, ένώ ό ΔΗΜΗΤΡΙΟΣ ΒΟΥΤΣΑΣ τού Κωνσταντίνου καί τής Μαρίας Λ., γεννηθείς είς Θεσσαλονίκην καί κάτοικος Θεσσαλονίκης καί ή ΕΛΕΝΗ ΒΑΣΙΛΕΙΟΥ τού Γεωργίου, γεννηθείσα είς Γιαννιτσά καί κάτοικος Θεσσαλονίκης, πρόκειται νά τελέσουν τόν γάμον των είς τόν ιερόν ναόν Αγίου Δημητρίου Θεσσαλονίκης. — [20, 511, 196, 660]
separator — [781, 978, 968, 981]
separator — [210, 821, 397, 822]
announcements-text: ΤΟΥ ΣΥΛΛΟΓΟΥ ΕΛΛΗΝΩΝ ΟΡΕΙΒΑΤΩΝ είς μονήν Αγίου Παύλου Πιερίας. Τηλ. 24.710 καί 27.224. ΤΟΥ ΟΜΙΛΟΥ ΦΙΛΩΝ ΥΠΑΙΘΡΟΥ είς Ελευθερές. Πληροφορίαι τηλ. 21.135. — [411, 268, 583, 343]
section-title: Νέοι επιστήμονες — [48, 266, 168, 281]
wire-headline: ΕΙΣ ΤΗΝ ΤΑΫΛΑΝΔΗΝ ΠΑΙΔΙΑ ΕΠΤΑ ΕΤΩΝ ΕΘΙΖΟΝΤΑΙ ΕΙΣ ΝΑΡΚΩΤΙΚΑ — [792, 253, 957, 323]
taxi-phone-number: 513-111 — [724, 1207, 762, 1218]
separator — [781, 792, 968, 795]
taxi-phone-number: 414-515 — [724, 1074, 762, 1085]
funerals-banner: Κηδείαι — [411, 1044, 583, 1080]
radio-subhead: Ενόπλων Δυνάμεων — [237, 672, 370, 687]
world-headline: Η ΕΠΙΚΡΙΝΕΙΑ ΕΝΟΣ ΡΩΣΣΟΥ ΕΡΓΑΤΟΥ — [1397, 653, 1553, 687]
world-subhead: ΣΥΝΟΛΙΚΗΣ ΑΞΙΑΣ = 100.000 ΔΟΛΛΑΡΙΩΝ — [1377, 378, 1573, 408]
